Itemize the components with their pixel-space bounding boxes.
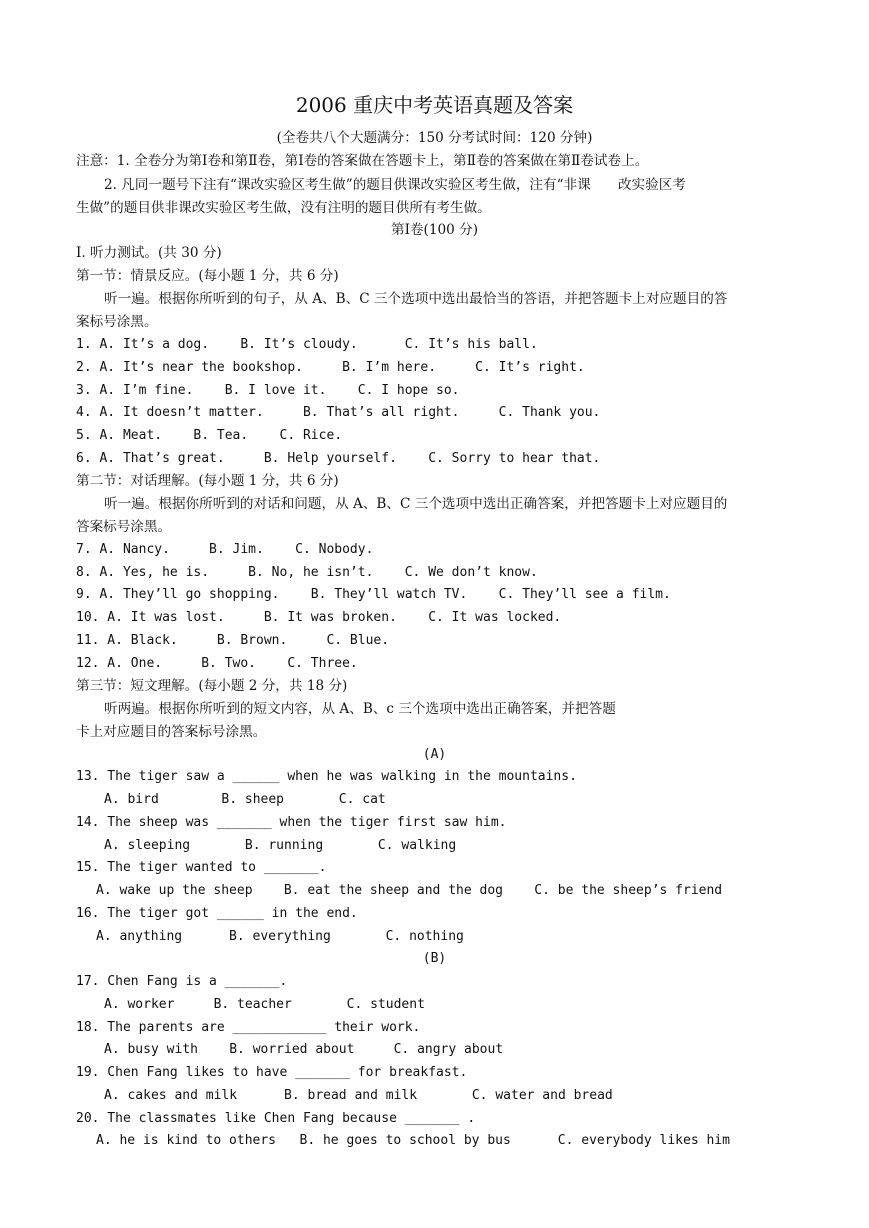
subsection-1-instruction: 听一遍。根据你所听到的句子，从 A、B、C 三个选项中选出最恰当的答语，并把答题卡上对应题目的答	[104, 291, 728, 307]
question-5: 5. A. Meat. B. Tea. C. Rice.	[76, 428, 343, 443]
question-4: 4. A. It doesn’t matter. B. That’s all right. C. Thank you.	[76, 405, 601, 420]
subsection-1-instruction-cont: 案标号涂黑。	[76, 314, 158, 330]
subsection-1-heading: 第一节：情景反应。(每小题 1 分，共 6 分)	[76, 268, 339, 284]
question-20-options: A. he is kind to others B. he goes to school by bus C. everybody likes him	[96, 1133, 730, 1148]
subsection-3-instruction-cont: 卡上对应题目的答案标号涂黑。	[76, 724, 267, 740]
question-12: 12. A. One. B. Two. C. Three.	[76, 656, 358, 671]
question-18: 18. The parents are ____________ their work.	[76, 1020, 421, 1035]
question-8: 8. A. Yes, he is. B. No, he isn’t. C. We don’t know.	[76, 565, 538, 580]
question-9: 9. A. They’ll go shopping. B. They’ll watch TV. C. They’ll see a film.	[76, 587, 671, 602]
question-16-options: A. anything B. everything C. nothing	[96, 929, 464, 944]
question-7: 7. A. Nancy. B. Jim. C. Nobody.	[76, 542, 374, 557]
subsection-2-instruction: 听一遍。根据你所听到的对话和问题，从 A、B、C 三个选项中选出正确答案，并把答题卡上对应题目的	[104, 496, 728, 512]
subsection-2-instruction-cont: 答案标号涂黑。	[76, 519, 172, 535]
part-1-heading: 第Ⅰ卷(100 分)	[390, 222, 479, 238]
subsection-3-instruction: 听两遍。根据你所听到的短文内容，从 A、B、c 三个选项中选出正确答案，并把答题	[104, 701, 616, 717]
question-15-options: A. wake up the sheep B. eat the sheep and the dog C. be the sheep’s friend	[96, 883, 723, 898]
exam-subtitle: (全卷共八个大题满分：150 分考试时间：120 分钟)	[276, 130, 593, 146]
note-2-line-2: 生做”的题目供非课改实验区考生做，没有注明的题目供所有考生做。	[76, 200, 491, 216]
section-1-heading: Ⅰ. 听力测试。(共 30 分)	[76, 245, 222, 261]
subsection-3-heading: 第三节：短文理解。(每小题 2 分，共 18 分)	[76, 678, 348, 694]
page-title: 2006 重庆中考英语真题及答案	[295, 93, 574, 117]
question-20: 20. The classmates like Chen Fang because _______ .	[76, 1111, 476, 1126]
passage-a-label: (A)	[422, 747, 447, 762]
question-17: 17. Chen Fang is a _______.	[76, 974, 288, 989]
question-2: 2. A. It’s near the bookshop. B. I’m here. C. It’s right.	[76, 360, 585, 375]
subsection-2-heading: 第二节：对话理解。(每小题 1 分，共 6 分)	[76, 473, 339, 489]
note-2-line-1: 2. 凡同一题号下注有“课改实验区考生做”的题目供课改实验区考生做，注有“非课 改实验区考	[104, 177, 686, 193]
question-1: 1. A. It’s a dog. B. It’s cloudy. C. It’s his ball.	[76, 337, 538, 352]
question-13-options: A. bird B. sheep C. cat	[104, 792, 386, 807]
question-14-options: A. sleeping B. running C. walking	[104, 838, 457, 853]
question-10: 10. A. It was lost. B. It was broken. C. It was locked.	[76, 610, 562, 625]
question-14: 14. The sheep was _______ when the tiger first saw him.	[76, 815, 507, 830]
question-15: 15. The tiger wanted to _______.	[76, 860, 327, 875]
question-19: 19. Chen Fang likes to have _______ for breakfast.	[76, 1065, 468, 1080]
note-1: 注意：1. 全卷分为第Ⅰ卷和第Ⅱ卷，第Ⅰ卷的答案做在答题卡上，第Ⅱ卷的答案做在第Ⅱ卷试卷上。	[76, 153, 649, 169]
question-19-options: A. cakes and milk B. bread and milk C. water and bread	[104, 1088, 613, 1103]
question-3: 3. A. I’m fine. B. I love it. C. I hope so.	[76, 383, 460, 398]
question-18-options: A. busy with B. worried about C. angry about	[104, 1042, 504, 1057]
passage-b-label: (B)	[422, 951, 447, 966]
question-6: 6. A. That’s great. B. Help yourself. C. Sorry to hear that.	[76, 451, 601, 466]
question-16: 16. The tiger got ______ in the end.	[76, 906, 358, 921]
question-13: 13. The tiger saw a ______ when he was walking in the mountains.	[76, 769, 577, 784]
question-17-options: A. worker B. teacher C. student	[104, 997, 425, 1012]
question-11: 11. A. Black. B. Brown. C. Blue.	[76, 633, 390, 648]
